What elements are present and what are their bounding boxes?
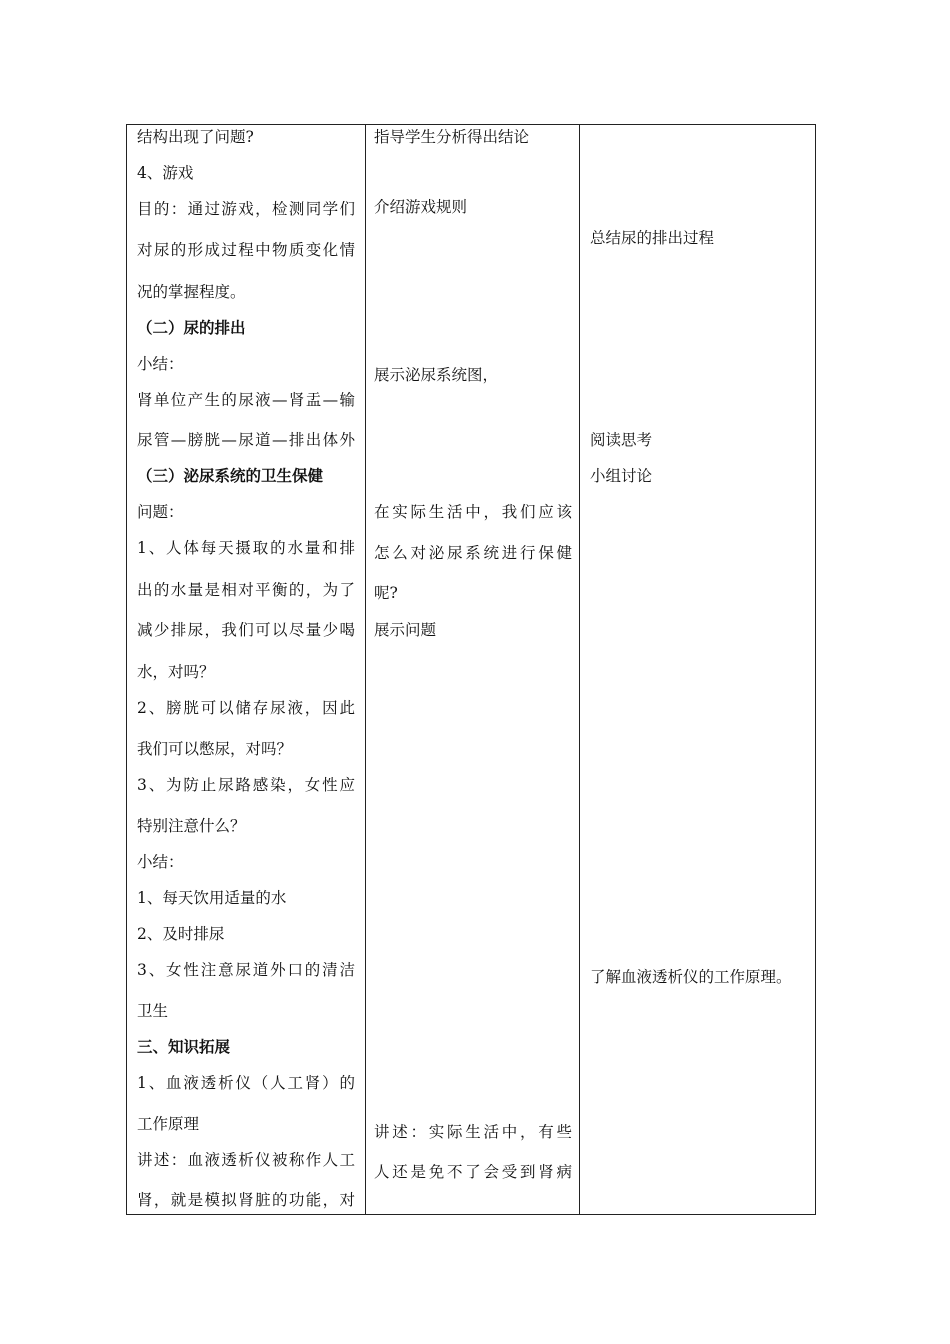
text-line: 特别注意什么？ — [137, 817, 246, 835]
text-line: 4、游戏 — [137, 164, 194, 182]
text-line: 问题： — [137, 503, 184, 521]
section-heading: （二）尿的排出 — [137, 318, 246, 337]
text-line: 在实际生活中，我们应该 — [374, 503, 572, 521]
text-line: 卫生 — [137, 1002, 169, 1020]
text-line: 我们可以憋尿，对吗？ — [137, 740, 293, 758]
text-line: 1、每天饮用适量的水 — [137, 889, 287, 907]
text-line: 指导学生分析得出结论 — [374, 128, 530, 146]
text-line: 人还是免不了会受到肾病 — [374, 1163, 572, 1181]
text-line: 展示泌尿系统图， — [374, 366, 499, 384]
text-line: 3、为防止尿路感染，女性应 — [137, 776, 355, 794]
text-line: 尿管—膀胱—尿道—排出体外 — [137, 431, 355, 449]
text-line: 总结尿的排出过程 — [590, 229, 715, 247]
section-heading: 三、知识拓展 — [137, 1037, 231, 1056]
text-line: 肾，就是模拟肾脏的功能，对 — [137, 1191, 355, 1209]
text-line: 小结： — [137, 355, 184, 373]
text-line: 讲述：血液透析仪被称作人工 — [137, 1151, 355, 1169]
text-line: 阅读思考 — [590, 431, 653, 449]
text-line: 2、膀胱可以储存尿液，因此 — [137, 699, 355, 717]
text-line: 怎么对泌尿系统进行保健 — [374, 544, 572, 562]
text-line: 小组讨论 — [590, 467, 653, 485]
text-line: 1、血液透析仪（人工肾）的 — [137, 1074, 355, 1092]
text-line: 况的掌握程度。 — [137, 283, 246, 301]
text-line: 减少排尿，我们可以尽量少喝 — [137, 621, 355, 639]
text-line: 讲述：实际生活中，有些 — [374, 1123, 572, 1141]
text-line: 目的：通过游戏，检测同学们 — [137, 200, 355, 218]
text-line: 小结： — [137, 853, 184, 871]
text-line: 结构出现了问题? — [137, 128, 254, 146]
text-line: 1、人体每天摄取的水量和排 — [137, 539, 355, 557]
text-line: 展示问题 — [374, 621, 437, 639]
text-line: 呢? — [374, 584, 398, 602]
text-line: 对尿的形成过程中物质变化情 — [137, 241, 355, 259]
text-line: 了解血液透析仪的工作原理。 — [590, 968, 792, 986]
text-line: 工作原理 — [137, 1115, 200, 1133]
column-divider — [579, 125, 580, 1214]
text-line: 肾单位产生的尿液—肾盂—输 — [137, 391, 355, 409]
section-heading: （三）泌尿系统的卫生保健 — [137, 466, 324, 485]
column-divider — [365, 125, 366, 1214]
text-line: 2、及时排尿 — [137, 925, 225, 943]
text-line: 水，对吗？ — [137, 663, 215, 681]
text-line: 出的水量是相对平衡的，为了 — [137, 581, 355, 599]
text-line: 介绍游戏规则 — [374, 198, 468, 216]
text-line: 3、女性注意尿道外口的清洁 — [137, 961, 355, 979]
